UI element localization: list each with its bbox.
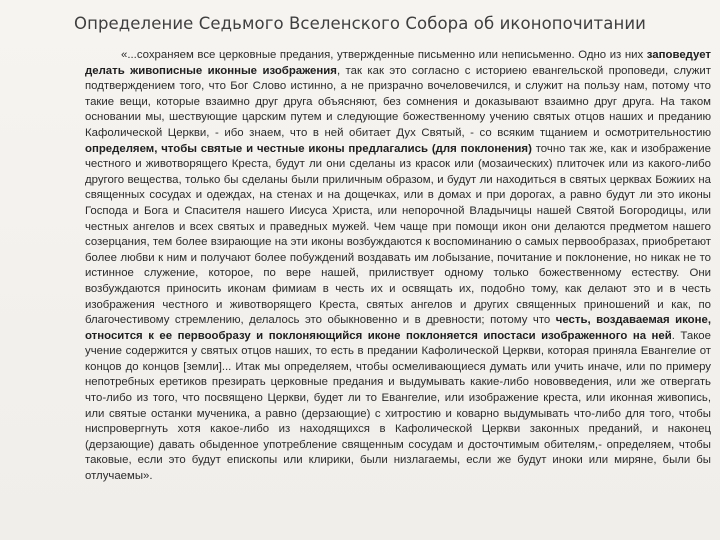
text-segment: точно так же, как и изображение честного и животворящего Креста, будут ли они сделаны из красок или (мозаических) плиточек или из какого-либо другого вещества, только бы сделаны были приличным образом, и будут ли находиться в святых церквах Божиих на священных сосудах и одеждах, на стенах и на дощечках, или в домах и при дорогах, а равно будут ли это иконы Господа и Бога и Спасителя нашего Иисуса Христа, или непорочной Владычицы нашей Святой Богородицы, или честных ангелов и всех святых и праведных мужей. Чем чаще при помощи икон они делаются предметом нашего созерцания, тем более взирающие на эти иконы возбуждаются к воспоминанию о самых первообразах, приобретают более любви к ним и получают более побуждений воздавать им лобызание, почитание и поклонение, но никак не то истинное служение, которое, по вере нашей, прилиствует одному только божественному естеству. Они возбуждаются приносить иконам фимиам в честь их и освящать их, подобно тому, как делают это и в честь изображения честного и животворящего Креста, святых ангелов и других священных приношений и как, по благочестивому стремлению, делалось это обыкновенно и в древности; потому что — [85, 142, 712, 327]
emphasis-segment: честь, воздаваемая иконе, относится к ее первообразу и поклоняющийся иконе поклоняется ипостаси изображенного на ней — [85, 314, 711, 342]
emphasis-segment: определяем, чтобы святые и честные иконы предлагались (для поклонения) — [85, 142, 532, 155]
text-segment: , так как это согласно с историею евангельской проповеди, служит подтверждением того, что Бог Слово истинно, а не призрачно вочеловечился, и служит на пользу нам, потому что такие вещи, которые взаимно друг друга объясняют, без сомнения и доказывают взаимно друг друга. На таком основании мы, шествующие царским путем и следующие божественному учению святых отцов наших и преданию Кафолической Церкви, - ибо знаем, что в ней обитает Дух Святый, - со всяким тщанием и осмотрительностию — [85, 64, 711, 139]
emphasis-segment: заповедует делать живописные иконные изображения — [85, 49, 711, 77]
page-title: Определение Седьмого Вселенского Собора об иконопочитании — [73, 14, 646, 33]
text-segment: «...сохраняем все церковные предания, утвержденные письменно или неписьменно. Одно из них — [121, 49, 647, 61]
council-definition-text — [85, 48, 711, 485]
text-segment: . Такое учение содержится у святых отцов наших, то есть в предании Кафолической Церкви, которая приняла Евангелие от концов до концов [земли]... Итак мы определяем, чтобы осмеливающиеся думать или учить иначе, или по примеру непотребных еретиков презирать церковные предания и выдумывать какие-либо нововведения, или же отвергать что-либо из того, что посвящено Церкви, будет ли то Евангелие, или изображение креста, или иконная живопись, или святые останки мученика, а равно (дерзающие) с хитростию и коварно выдумывать что-либо для того, чтобы ниспровергнуть хотя какое-либо из находящихся в Кафолической Церкви законных преданий, и наконец (дерзающие) давать обыденное употребление священным сосудам и досточтимым обителям,- определяем, чтобы таковые, если это будут епископы или клирики, были низлагаемы, если же будут иноки или миряне, были бы отлучаемы». — [85, 329, 711, 483]
